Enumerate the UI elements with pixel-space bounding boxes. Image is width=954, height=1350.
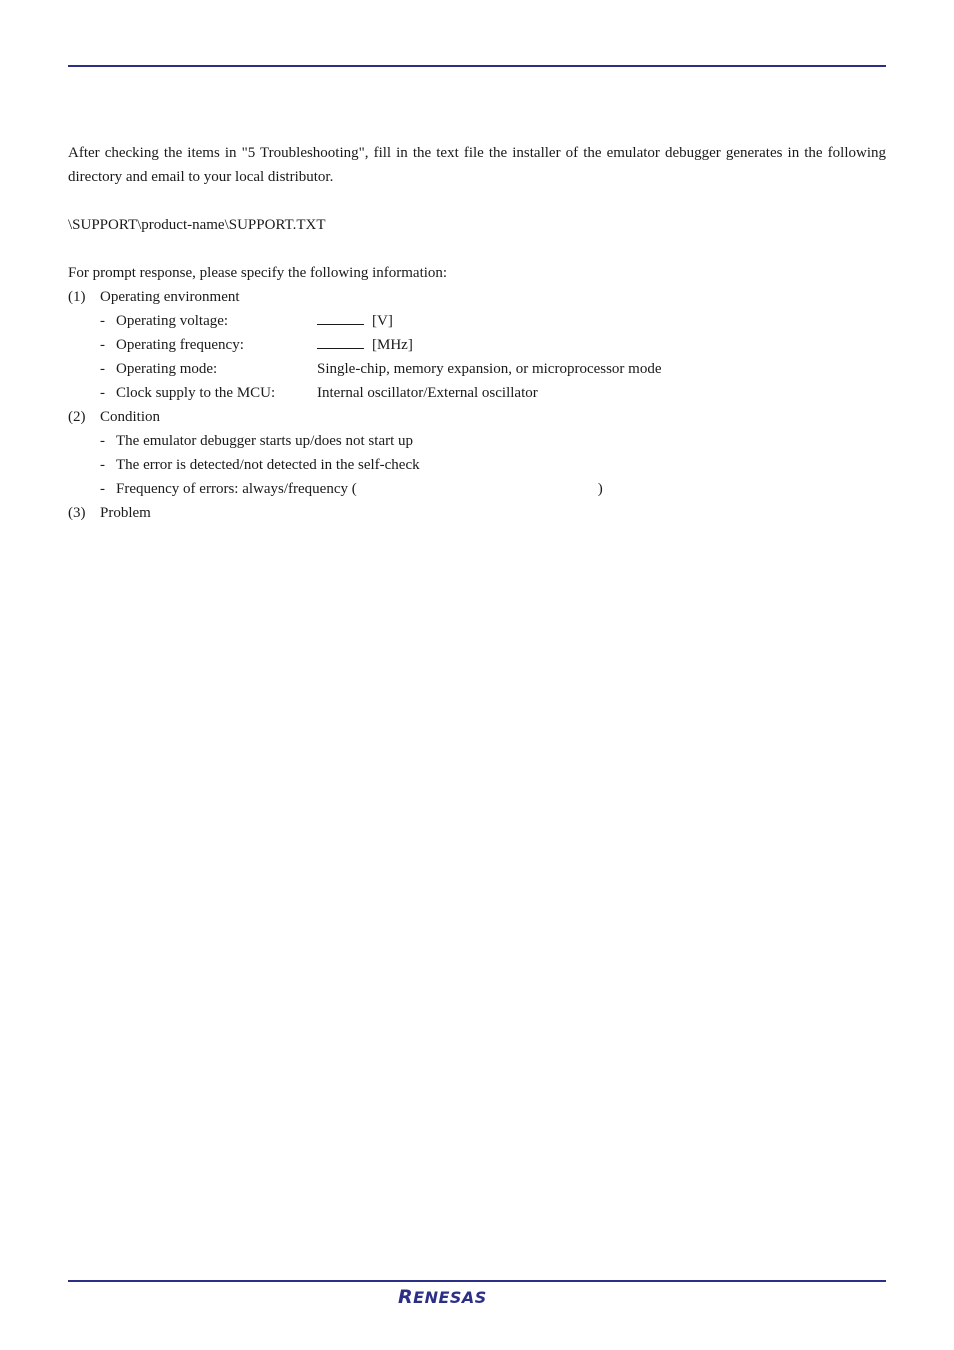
fill-in-space	[357, 477, 598, 501]
intro-paragraph: After checking the items in "5 Troubleshooting", fill in the text file the installer of the emulator debugger generates in the following directory and email to your local distributor.	[68, 145, 886, 185]
support-file-path: \SUPPORT\product-name\SUPPORT.TXT	[68, 217, 326, 233]
section-operating-environment	[68, 285, 886, 309]
prompt-text: For prompt response, please specify the following information:	[68, 265, 448, 281]
list-item-operating-frequency	[68, 333, 886, 357]
list-dash: -	[100, 433, 105, 449]
logo-initial: R	[398, 1286, 414, 1308]
section-number: (1)	[68, 289, 86, 305]
section-title: Operating environment	[100, 289, 240, 305]
list-dash: -	[100, 481, 105, 497]
unit-label: [MHz]	[372, 337, 413, 353]
footer-rule	[68, 1280, 886, 1282]
list-item-error-frequency	[68, 477, 886, 501]
unit-label: [V]	[372, 313, 393, 329]
item-label: Operating frequency:	[116, 337, 244, 353]
fill-in-blank	[317, 309, 364, 325]
list-dash: -	[100, 313, 105, 329]
item-value	[317, 333, 413, 357]
list-dash: -	[100, 457, 105, 473]
item-value	[317, 309, 393, 333]
item-label: Clock supply to the MCU:	[116, 385, 276, 401]
list-dash: -	[100, 361, 105, 377]
section-title: Condition	[100, 409, 161, 425]
list-item-self-check	[68, 453, 886, 477]
header-rule	[68, 65, 886, 67]
list-item-operating-mode	[68, 357, 886, 381]
item-text: The error is detected/not detected in the self-check	[116, 457, 420, 473]
section-number: (3)	[68, 505, 86, 521]
logo-rest: ENESAS	[413, 1288, 487, 1307]
item-value: Single-chip, memory expansion, or microprocessor mode	[317, 361, 662, 377]
section-title: Problem	[100, 505, 151, 521]
item-label: Operating voltage:	[116, 313, 229, 329]
list-item-clock-supply	[68, 381, 886, 405]
list-item-operating-voltage	[68, 309, 886, 333]
section-condition	[68, 405, 886, 429]
item-label: Operating mode:	[116, 361, 218, 377]
item-text: The emulator debugger starts up/does not start up	[116, 433, 414, 449]
fill-in-blank	[317, 333, 364, 349]
section-problem	[68, 501, 886, 525]
list-dash: -	[100, 385, 105, 401]
item-text: Frequency of errors: always/frequency (	[116, 481, 357, 497]
document-body	[68, 141, 886, 525]
item-value: Internal oscillator/External oscillator	[317, 385, 538, 401]
renesas-logo	[398, 1286, 510, 1308]
list-dash: -	[100, 337, 105, 353]
list-item-startup	[68, 429, 886, 453]
closing-parenthesis: )	[597, 481, 603, 497]
section-number: (2)	[68, 409, 86, 425]
